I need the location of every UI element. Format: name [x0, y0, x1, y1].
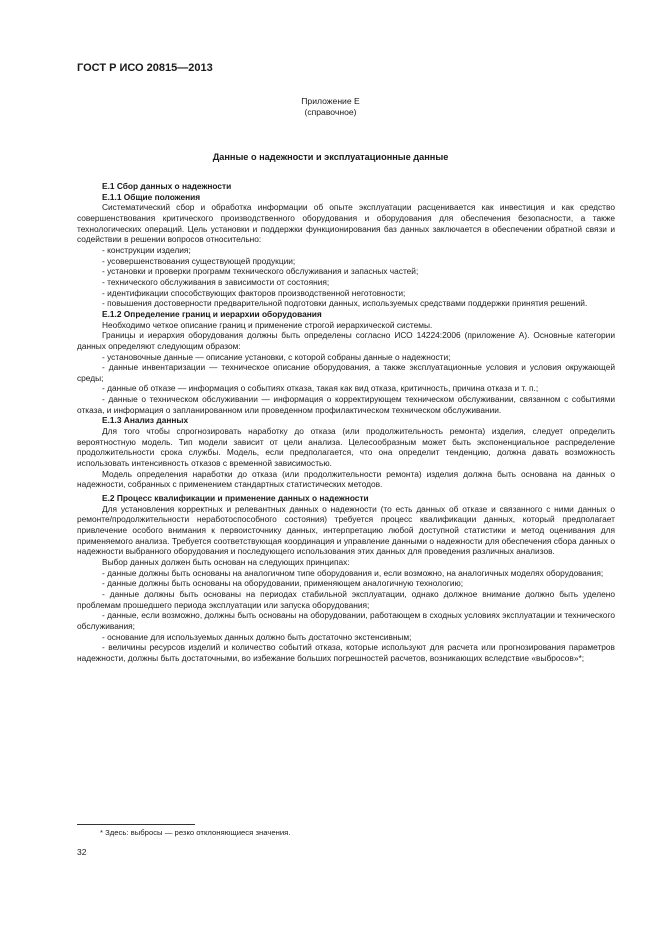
page-title: Данные о надежности и эксплуатационные данные: [212, 152, 449, 162]
list-item: - технического обслуживания в зависимости от состояния;: [102, 276, 330, 287]
appendix-title: Приложение Е: [301, 96, 360, 106]
standard-designation: ГОСТ Р ИСО 20815—2013: [77, 62, 213, 74]
list-item: - конструкции изделия;: [102, 244, 191, 255]
section-e11-heading: Е.1.1 Общие положения: [102, 191, 201, 202]
list-item: - данные должны быть основаны на периодах стабильной эксплуатации, однако должное внимание должно быть уделено проблемам прошедшего периода эксплуатации или запуска оборудования;: [77, 588, 615, 610]
paragraph: Выбор данных должен быть основан на следующих принципах:: [102, 556, 350, 567]
paragraph: Необходимо четкое описание границ и применение строгой иерархической системы.: [102, 319, 433, 330]
list-item: - установки и проверки программ технического обслуживания и запасных частей;: [102, 266, 419, 277]
list-item: - данные о техническом обслуживании — информация о корректирующем техническом обслуживании, связанном с событиями отказа, и информация о запланированном или проведенном профилактическом техническом обслуживании.: [77, 394, 615, 415]
paragraph: Для установления корректных и релевантных данных о надежности (то есть данных об отказе и связанного с ними данных о ремонте/продолжительности неработоспособного состояния) требуется процесс квалификации данных, который предполагает привлечение особого внимания к первоисточнику данных, интерпретацию любой доступной статистики и метод оценивания для применяемого анализа. Требуется соответствующая координация и управление данными о надежности для обеспечения сбора данных о надежности выбранного оборудования и последующего использования этих данных для проведения различных анализов.: [77, 503, 615, 557]
list-item: - данные, если возможно, должны быть основаны на оборудовании, работающем в сходных условиях эксплуатации и технического обслуживания;: [77, 610, 615, 631]
section-e13-heading: Е.1.3 Анализ данных: [102, 415, 189, 426]
list-item: - повышения достоверности предварительной подготовки данных, используемых средствами поддержки принятия решений.: [102, 298, 588, 309]
page-number: 32: [77, 847, 87, 857]
appendix-subtitle: (справочное): [304, 107, 357, 117]
list-item: - установочные данные — описание установки, с которой собраны данные о надежности;: [102, 351, 451, 362]
paragraph: Границы и иерархия оборудования должны быть определены согласно ИСО 14224:2006 (приложение А). Основные категории данных определяют следующим образом:: [77, 330, 615, 351]
section-e2-heading: Е.2 Процесс квалификации и применение данных о надежности: [102, 493, 369, 504]
list-item: - усовершенствования существующей продукции;: [102, 255, 296, 266]
list-item: - данные инвентаризации — техническое описание оборудования, а также эксплуатационные условия и условия окружающей среды;: [77, 362, 615, 383]
section-e12-heading: Е.1.2 Определение границ и иерархии оборудования: [102, 308, 322, 319]
footnote: * Здесь: выбросы — резко отклоняющиеся значения.: [100, 828, 291, 837]
list-item: - данные об отказе — информация о событиях отказа, такая как вид отказа, критичность, причина отказа и т. п.;: [102, 383, 539, 394]
list-item: - данные должны быть основаны на оборудовании, применяющем аналогичную технологию;: [102, 578, 464, 589]
document-body: [77, 181, 615, 664]
list-item: - идентификации способствующих факторов производственной неготовности;: [102, 287, 406, 298]
footnote-divider: [77, 824, 195, 825]
list-item: - данные должны быть основаны на аналогичном типе оборудования и, если возможно, на аналогичных моделях оборудования;: [102, 567, 604, 578]
paragraph: Систематический сбор и обработка информации об опыте эксплуатации расценивается как инвестиция и как средство совершенствования критического производственного оборудования и оборудования для обеспечения безопасности, а также технологических операций. Цель установки и поддержки функционирования баз данных заключается в обеспечении обратной связи и содействии в решении вопросов относительно:: [77, 202, 615, 245]
paragraph: Для того чтобы спрогнозировать наработку до отказа (или продолжительность ремонта) изделия, следует определить вероятностную модель. Тип модели зависит от цели анализа. Целесообразным может быть экспоненциальное распределение продолжительности срока службы. Модель, если предполагается, что она определит тенденцию, должна давать возможность использовать интенсивность отказов с временной зависимостью.: [77, 426, 615, 469]
paragraph: Модель определения наработки до отказа (или продолжительности ремонта) изделия должна быть основана на данных о надежности, собранных с применением стандартных статистических методов.: [77, 468, 615, 490]
section-e1-heading: Е.1 Сбор данных о надежности: [102, 181, 232, 191]
list-item: - основание для используемых данных должно быть достаточно экстенсивным;: [102, 631, 412, 642]
list-item: - величины ресурсов изделий и количество событий отказа, которые используют для расчета или прогнозирования параметров надежности, должны быть достаточными, во избежание больших погрешностей расчетов, возникающих вследствие «выбросов»*;: [77, 642, 615, 663]
